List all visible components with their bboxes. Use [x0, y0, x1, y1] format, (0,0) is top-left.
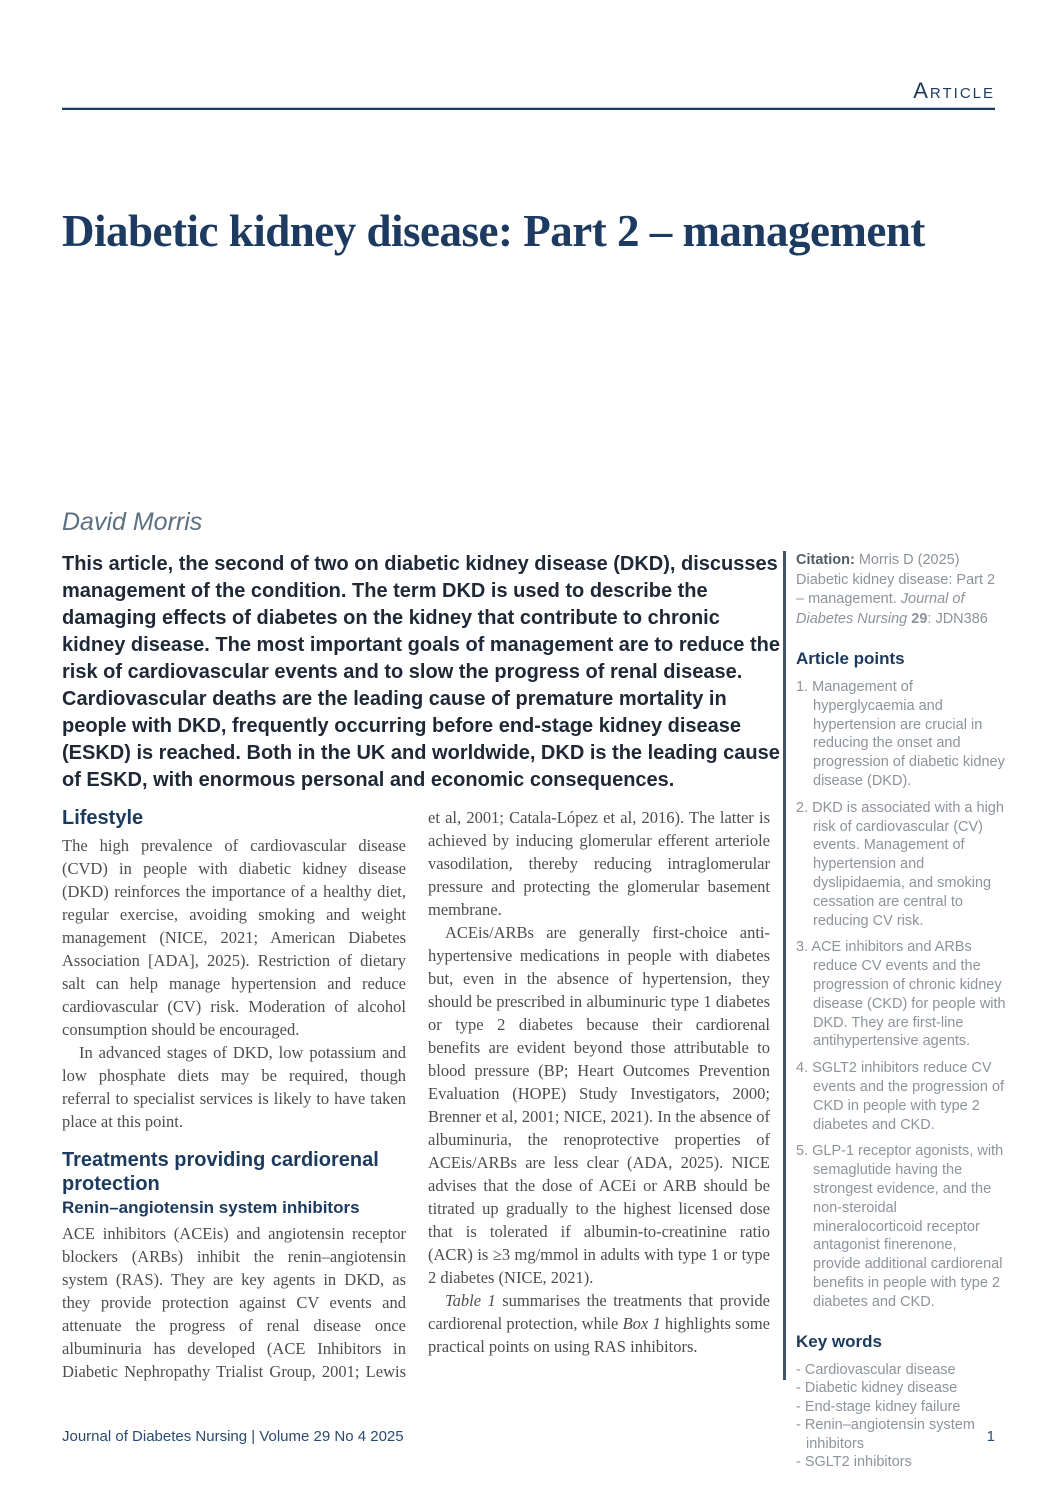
footer-page-number: 1 — [986, 1428, 995, 1445]
article-points-list — [796, 678, 1006, 1312]
citation-volume: 29 — [907, 610, 928, 627]
sidebar — [796, 551, 1006, 1472]
key-word: - End-stage kidney failure — [796, 1398, 1006, 1417]
point-text: ACE inhibitors and ARBs reduce CV events and the progression of chronic kidney disease (CKD) for people with DKD. They are first-line antihypertensive agents. — [808, 939, 1006, 1050]
point-text: GLP-1 receptor agonists, with semaglutide having the strongest evidence, and the non-steroidal mineralocorticoid receptor antagonist finerenone, provide additional cardiorenal benefits in people with type 2 diabetes and CKD. — [808, 1143, 1004, 1310]
article-point — [796, 938, 1006, 1051]
body-column-left — [62, 806, 406, 1383]
point-number: 2. — [796, 799, 809, 816]
key-word: - Diabetic kidney disease — [796, 1379, 1006, 1398]
key-words-heading: Key words — [796, 1331, 882, 1351]
body-text: summarises the treatments that provide cardiorenal protection, while — [428, 1291, 770, 1333]
section-heading-lifestyle: Lifestyle — [62, 807, 144, 829]
point-text: Management of hyperglycaemia and hypertension are crucial in reducing the onset and progression of diabetic kidney disease (DKD). — [808, 679, 1005, 789]
key-words-list — [796, 1361, 1006, 1472]
body-paragraph: The high prevalence of cardiovascular disease (CVD) in people with diabetic kidney disease (DKD) reinforces the importance of a healthy diet, regular exercise, avoiding smoking and weight management (NICE, 2021; American Diabetes Association [ADA], 2025). Restriction of dietary salt can help manage hypertension and reduce cardiovascular (CV) risk. Moderation of alcohol consumption should be encouraged. — [62, 836, 406, 1039]
point-number: 1. — [796, 679, 809, 695]
table-reference: Table 1 — [445, 1291, 496, 1310]
article-point — [796, 799, 1006, 931]
citation — [796, 551, 1006, 629]
article-point — [796, 1142, 1006, 1311]
subsection-heading-ras: Renin–angiotensin system inhibitors — [62, 1198, 360, 1217]
body-paragraph — [428, 1289, 770, 1358]
point-text: SGLT2 inhibitors reduce CV events and the progression of CKD in people with type 2 diabetes and CKD. — [808, 1060, 1005, 1133]
key-word: - Renin–angiotensin system inhibitors — [796, 1416, 1006, 1453]
section-heading-treatments: Treatments providing cardiorenal protection — [62, 1149, 379, 1195]
citation-text: Morris D (2025) Diabetic kidney disease: Part 2 – management. — [796, 552, 996, 607]
body-paragraph: ACEis/ARBs are generally first-choice anti-hypertensive medications in people with diabetes but, even in the absence of hypertension, they should be prescribed in albuminuric type 1 diabetes or type 2 diabetes because their cardiorenal benefits are evident beyond those attributable to blood pressure (BP; Heart Outcomes Prevention Evaluation (HOPE) Study Investigators, 2000; Brenner et al, 2001; NICE, 2021). In the absence of albuminuria, the renoprotective properties of ACEis/ARBs are less clear (ADA, 2025). NICE advises that the dose of ACEi or ARB should be titrated up gradually to the highest licensed dose that is tolerated if albumin-to-creatinine ratio (ACR) is ≥3 mg/mmol in adults with type 1 or type 2 diabetes (NICE, 2021). — [428, 923, 770, 1287]
point-number: 3. — [796, 939, 809, 956]
sidebar-rule — [783, 551, 786, 1380]
citation-ref: : JDN386 — [927, 610, 988, 627]
citation-label: Citation: — [796, 552, 855, 568]
box-reference: Box 1 — [622, 1314, 661, 1333]
point-number: 5. — [796, 1143, 809, 1160]
article-type-kicker: Article — [913, 78, 995, 103]
body-text: highlights some practical points on using RAS inhibitors. — [428, 1314, 770, 1356]
key-word: - SGLT2 inhibitors — [796, 1453, 1006, 1472]
header-rule — [62, 107, 995, 110]
article-point — [796, 1059, 1006, 1134]
citation-journal: Journal of Diabetes Nursing — [796, 591, 965, 627]
abstract: This article, the second of two on diabetic kidney disease (DKD), discusses management of the condition. The term DKD is used to describe the damaging effects of diabetes on the kidney that contribute to chronic kidney disease. The most important goals of management are to reduce the risk of cardiovascular events and to slow the progress of renal disease. Cardiovascular deaths are the leading cause of premature mortality in people with DKD, frequently occurring before end-stage kidney disease (ESKD) is reached. Both in the UK and worldwide, DKD is the leading cause of ESKD, with enormous personal and economic consequences. — [62, 553, 780, 791]
footer-journal-info: Journal of Diabetes Nursing | Volume 29 No 4 2025 — [62, 1428, 404, 1445]
point-text: DKD is associated with a high risk of cardiovascular (CV) events. Management of hypertension and dyslipidaemia, and smoking cessation are central to reducing CV risk. — [808, 799, 1004, 929]
page-title: Diabetic kidney disease: Part 2 – management — [62, 206, 925, 256]
body-paragraph: et al, 2001; Catala-López et al, 2016). The latter is achieved by inducing glomerular efferent arteriole vasodilation, thereby reducing intraglomerular pressure and protecting the glomerular basement membrane. — [428, 808, 770, 919]
article-points-heading: Article points — [796, 649, 905, 668]
author-name: David Morris — [62, 508, 203, 536]
body-paragraph: ACE inhibitors (ACEis) and angiotensin receptor blockers (ARBs) inhibit the renin–angiotensin system (RAS). They are key agents in DKD, as they provide protection against CV events and attenuate the progress of renal disease once albuminuria has developed (ACE Inhibitors in Diabetic Nephropathy Trialist Group, 2001; Lewis — [62, 1224, 406, 1381]
key-word: - Cardiovascular disease — [796, 1361, 1006, 1380]
article-point — [796, 678, 1006, 791]
body-column-right — [428, 806, 770, 1358]
body-paragraph: In advanced stages of DKD, low potassium and low phosphate diets may be required, though referral to specialist services is likely to have taken place at this point. — [62, 1043, 406, 1131]
point-number: 4. — [796, 1060, 809, 1077]
